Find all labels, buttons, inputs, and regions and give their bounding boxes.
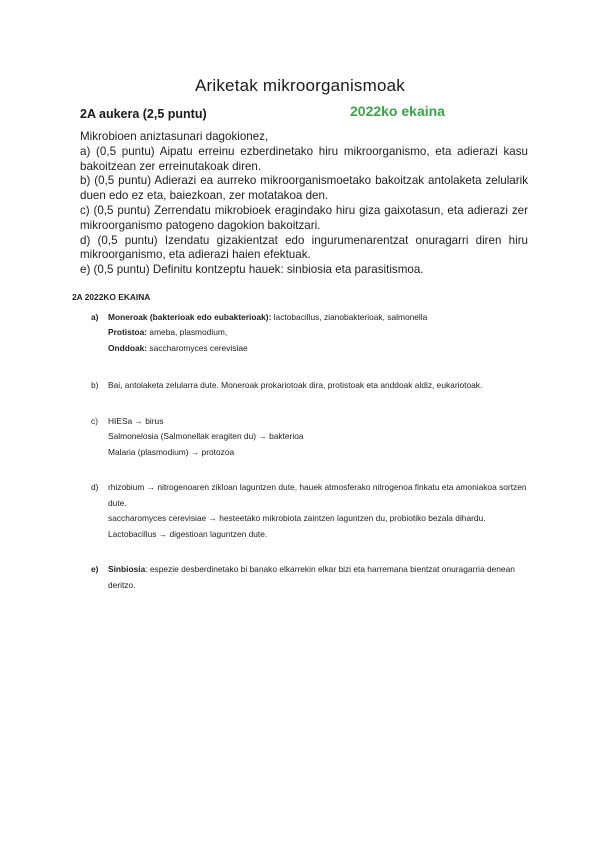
answer-d-label: d) [91, 482, 99, 492]
answer-e-text [108, 562, 532, 593]
answer-a-line-2-text: ameba, plasmodium, [147, 327, 228, 337]
answer-a-line-3-term: Onddoak: [108, 342, 148, 353]
answer-e-label: e) [91, 564, 99, 574]
answer-c [72, 414, 532, 461]
answer-a-line-1-term: Moneroak (bakterioak edo eubakterioak): [108, 311, 272, 322]
answers-section [72, 290, 532, 593]
answer-c-line-2: Salmonelosia (Salmonellak eragiten du) → bakterioa [108, 431, 304, 441]
answer-e [72, 562, 532, 593]
question-line-c: c) (0,5 puntu) Zerrendatu mikrobioek eragindako hiru giza gaixotasun, eta adierazi zer mikroorganismo patogeno dagokion bakoitzari. [80, 203, 528, 232]
answers-header: 2A 2022KO EKAINA [72, 292, 151, 302]
answer-d-line-3: Lactobacillus → digestioan laguntzen dute. [108, 528, 268, 539]
question-header: 2A aukera (2,5 puntu) [80, 107, 207, 121]
answer-a-label: a) [91, 311, 99, 322]
page-title: Ariketak mikroorganismoak [194, 76, 405, 95]
answer-a-line-1-text: lactobacillus, zianobakterioak, salmonella [271, 311, 428, 322]
exam-date-label: 2022ko ekaina [350, 103, 445, 119]
answer-a [72, 310, 532, 357]
question-intro: Mikrobioen aniztasunari dagokionez, [80, 130, 269, 143]
question-line-b: b) (0,5 puntu) Adierazi ea aurreko mikroorganismoetako bakoitzak antolaketa zelularik duen edo ez eta, baiezkoan, zer motatakoa den. [80, 174, 528, 203]
answer-d [72, 480, 532, 542]
question-line-e: e) (0,5 puntu) Definitu kontzeptu hauek: sinbiosia eta parasitismoa. [80, 263, 424, 277]
answer-b [72, 378, 532, 394]
answer-d-line-1: rhizobium → nitrogenoaren zikloan laguntzen dute, hauek atmosferako nitrogenoa finkatu eta amoniakoa sortzen dute. [108, 482, 527, 508]
answer-a-line-1 [108, 310, 532, 326]
answer-e-definition: : espezie desberdinetako bi banako elkarrekin elkar bizi eta harremana bientzat onuragarria denean deritzo. [108, 564, 515, 590]
answer-c-line-1: HIESa → birus [108, 415, 164, 426]
answer-a-line-2-term: Protistoa: [108, 327, 148, 337]
answer-a-line-3-text: saccharomyces cerevisiae [147, 342, 248, 353]
answer-c-label: c) [91, 415, 98, 426]
answer-d-line-2: saccharomyces cerevisiae → hesteetako mikrobiota zaintzen laguntzen du, probiotiko bezala dihardu. [108, 513, 486, 523]
question-line-d: d) (0,5 puntu) Izendatu gizakientzat edo ingurumenarentzat onuragarri diren hiru mikroorganismo, eta adierazi haien efektuak. [80, 233, 528, 262]
question-text [80, 130, 528, 278]
answer-b-label: b) [91, 380, 99, 390]
answer-a-line-2 [108, 325, 532, 341]
answer-a-line-3 [108, 341, 532, 357]
answer-b-text: Bai, antolaketa zelularra dute. Moneroak prokariotoak dira, protistoak eta anddoak aldiz, eukariotoak. [108, 380, 483, 390]
question-line-a: a) (0,5 puntu) Aipatu erreinu ezberdinetako hiru mikroorganismo, eta adierazi kasu bakoitzean zer erreinutakoak diren. [80, 144, 528, 173]
answer-e-term: Sinbiosia [108, 564, 146, 574]
answer-c-line-3: Malaria (plasmodium) → protozoa [108, 446, 235, 457]
